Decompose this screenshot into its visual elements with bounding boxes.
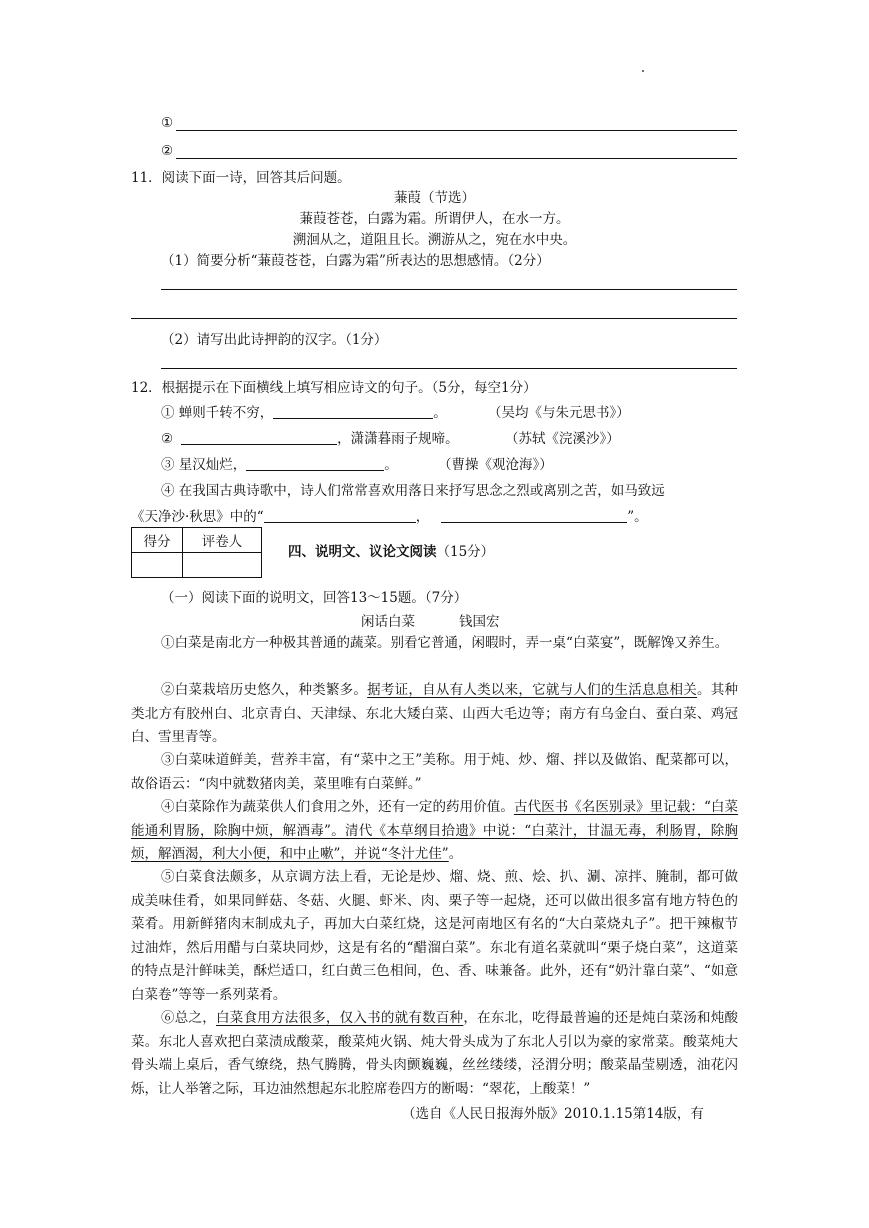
grader-header: 评卷人 <box>183 528 262 553</box>
article-author: 钱国宏 <box>459 614 500 630</box>
q12-blank-4b[interactable] <box>441 508 627 523</box>
answer-line-1-label: ① <box>161 115 174 131</box>
article-paragraph-6: ⑥总之，白菜食用方法很多，仅入书的就有数百种，在东北，吃得最普遍的还是炖白菜汤和炖酸菜。东北人喜欢把白菜渍成酸菜，酸菜炖火锅、炖大骨头成为了东北人引以为豪的家常菜。酸菜炖大骨头端上桌后，香气缭绕，热气腾腾，骨头肉颤巍巍，丝丝缕缕，泾渭分明；酸菜晶莹剔透，油花闪烁，让人举箸之际，耳边油然想起东北腔席卷四方的断喝：“翠花，上酸菜！” <box>131 1010 739 1097</box>
q12-blank-1[interactable] <box>273 404 433 419</box>
q12-blank-3[interactable] <box>246 456 384 471</box>
underlined-sentence-2: 古代医书《名医别录》里记载：“白菜能通利胃肠，除胸中烦，解酒毒”。清代《本草纲目拾遗》中说：“白菜汁，甘温无毒，利肠胃，除胸烦，解酒渴，利大小便，和中止嗽”，并说“冬汁尤佳” <box>131 799 739 863</box>
grader-cell[interactable] <box>183 553 262 578</box>
answer-line-2[interactable] <box>176 158 737 159</box>
reading-intro: （一）阅读下面的说明文，回答13～15题。（7分） <box>161 590 468 606</box>
section-4-heading: 四、说明文、议论文阅读（15分） <box>288 544 495 560</box>
score-table <box>131 527 262 578</box>
q11-sub2-answer-line[interactable] <box>161 368 737 369</box>
page-dot <box>642 70 644 72</box>
q12-item-1-source: （吴均《与朱元思书》） <box>488 405 630 421</box>
poem-title: 蒹葭（节选） <box>394 190 475 206</box>
q12-item-1: ① 蝉则千转不穷， 。 <box>161 405 447 421</box>
article-paragraph-1: ①白菜是南北方一种极其普通的蔬菜。别看它普通，闲暇时，弄一桌“白菜宴”，既解馋又养生。 <box>161 635 729 651</box>
underlined-sentence-3: 白菜食用方法很多，仅入书的就有数百种 <box>215 1010 464 1026</box>
q12-item-3-source: （曹操《观沧海》） <box>438 457 553 473</box>
article-title: 闲话白菜 <box>361 614 415 630</box>
q12-item-2: ② ，潇潇暮雨子规啼。 <box>161 431 459 447</box>
underlined-sentence-1: 据考证，自从有人类以来，它就与人们的生活息息相关 <box>367 682 698 698</box>
q11-sub1-answer-line-2[interactable] <box>131 318 737 319</box>
q11-sub1: （1）简要分析“蒹葭苍苍，白露为霜”所表达的思想感情。（2分） <box>161 253 550 269</box>
q12-item-4-line1: ④ 在我国古典诗歌中，诗人们常常喜欢用落日来抒写思念之烈或离别之苦，如马致远 <box>161 483 665 499</box>
q12-item-2-source: （苏轼《浣溪沙》） <box>505 431 620 447</box>
article-paragraph-3: ③白菜味道鲜美，营养丰富，有“菜中之王”美称。用于炖、炒、熘、拌以及做馅、配菜都可以，故俗语云：“肉中就数猪肉美，菜里唯有白菜鲜。” <box>131 752 738 792</box>
answer-line-2-label: ② <box>161 143 174 159</box>
article-paragraph-5: ⑤白菜食法颇多，从京调方法上看，无论是炒、熘、烧、煎、烩、扒、涮、凉拌、腌制，都可做成美味佳肴，如果同鲜菇、冬菇、火腿、虾米、肉、栗子等一起烧，还可以做出很多富有地方特色的菜肴。用新鲜猪肉末制成丸子，再加大白菜红烧，这是河南地区有名的“大白菜烧丸子”。把干辣椒节过油炸，然后用醋与白菜块同炒，这是有名的“醋溜白菜”。东北有道名菜就叫“栗子烧白菜”，这道菜的特点是汁鲜味美，酥烂适口，红白黄三色相间，色、香、味兼备。此外，还有“奶汁靠白菜”、“如意白菜卷”等等一系列菜肴。 <box>131 869 738 1003</box>
score-header: 得分 <box>132 528 183 553</box>
q12-item-3: ③ 星汉灿烂， 。 <box>161 457 398 473</box>
poem-line-1: 蒹葭苍苍，白露为霜。所谓伊人，在水一方。 <box>299 211 570 227</box>
q12-stem: 12．根据提示在下面横线上填写相应诗文的句子。（5分，每空1分） <box>131 380 537 396</box>
q12-blank-2[interactable] <box>181 430 337 445</box>
article-paragraph-2: ②白菜栽培历史悠久，种类繁多。据考证，自从有人类以来，它就与人们的生活息息相关。其种类北方有胶州白、北京青白、天津绿、东北大矮白菜、山西大毛边等；南方有乌金白、蚕白菜、鸡冠白、雪里青等。 <box>131 682 739 746</box>
answer-line-1[interactable] <box>176 130 737 131</box>
poem-line-2: 溯洄从之，道阻且长。溯游从之，宛在水中央。 <box>292 232 577 248</box>
article-source: （选自《人民日报海外版》2010.1.15第14版，有 <box>402 1106 704 1122</box>
q11-stem: 11．阅读下面一诗，回答其后问题。 <box>131 170 351 186</box>
q11-sub1-answer-line-1[interactable] <box>161 289 737 290</box>
q12-item-4-line2: 《天净沙·秋思》中的“ ， ”。 <box>131 509 648 525</box>
score-cell[interactable] <box>132 553 183 578</box>
q11-sub2: （2）请写出此诗押韵的汉字。（1分） <box>161 332 388 348</box>
article-paragraph-4: ④白菜除作为蔬菜供人们食用之外，还有一定的药用价值。古代医书《名医别录》里记载：“白菜能通利胃肠，除胸中烦，解酒毒”。清代《本草纲目拾遗》中说：“白菜汁，甘温无毒，利肠胃，除胸烦，解酒渴，利大小便，和中止嗽”，并说“冬汁尤佳”。 <box>131 799 739 863</box>
q12-blank-4a[interactable] <box>264 508 416 523</box>
